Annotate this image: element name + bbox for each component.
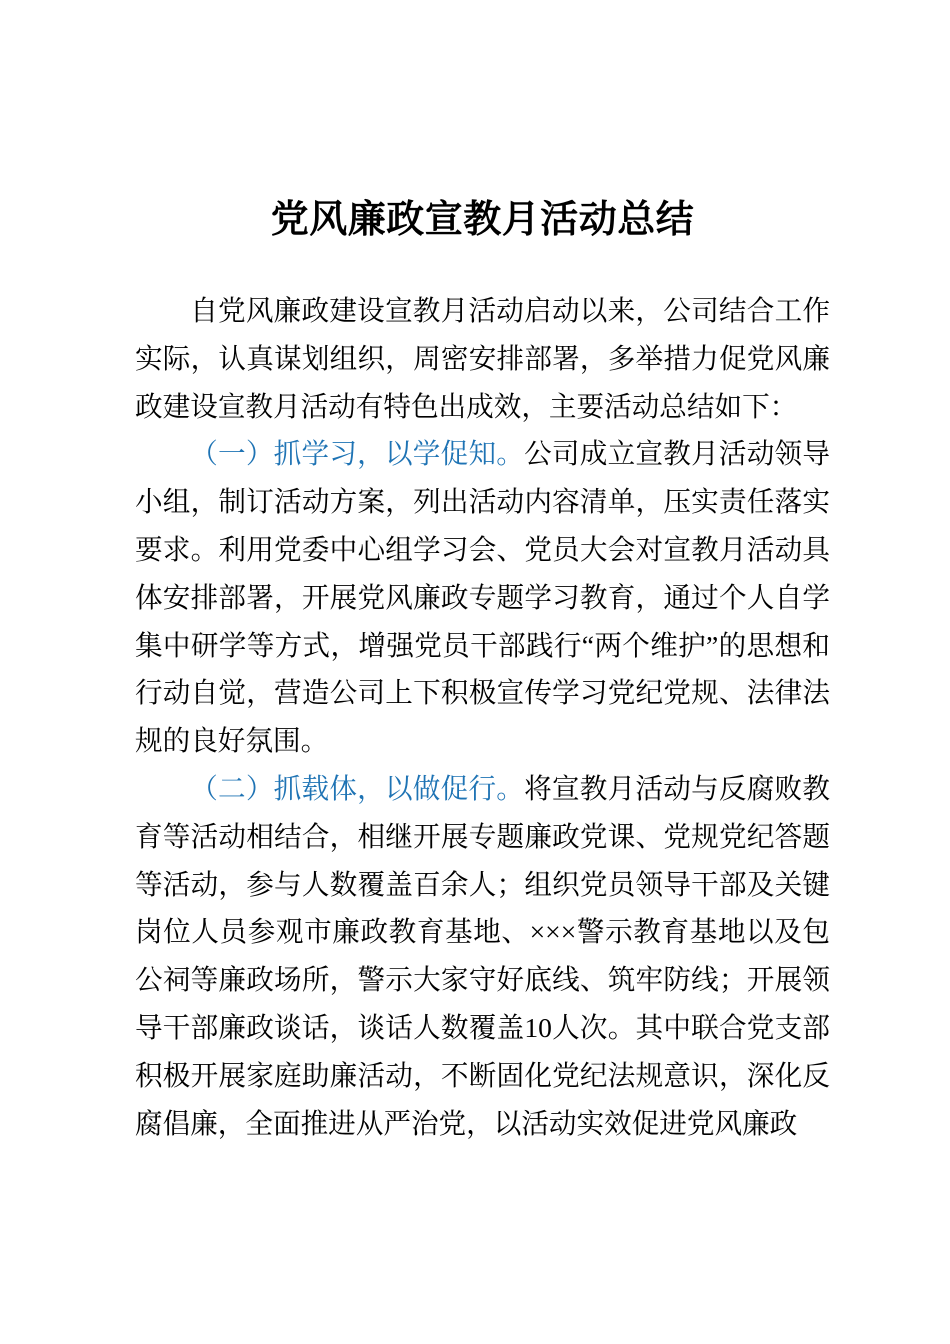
paragraph-intro [135,287,830,430]
paragraph-text: 公司成立宣教月活动领导小组，制订活动方案，列出活动内容清单，压实责任落实要求。利用党委中心组学习会、党员大会对宣教月活动具体安排部署，开展党风廉政专题学习教育，通过个人自学集中研学等方式，增强党员干部践行“两个维护”的思想和行动自觉，营造公司上下积极宣传学习党纪党规、法律法规的良好氛围。 [135,438,830,757]
section-heading-accent: （一）抓学习，以学促知。 [190,438,525,470]
paragraph-text: 将宣教月活动与反腐败教育等活动相结合，相继开展专题廉政党课、党规党纪答题等活动，参与人数覆盖百余人；组织党员领导干部及关键岗位人员参观市廉政教育基地、×××警示教育基地以及包公祠等廉政场所，警示大家守好底线、筑牢防线；开展领导干部廉政谈话，谈话人数覆盖10人次。其中联合党支部积极开展家庭助廉活动，不断固化党纪法规意识，深化反腐倡廉，全面推进从严治党，以活动实效促进党风廉政 [135,772,830,1139]
paragraph-section-1 [135,430,830,765]
paragraph-section-2 [135,765,830,1147]
section-heading-accent: （二）抓载体，以做促行。 [190,772,525,804]
paragraph-text: 自党风廉政建设宣教月活动启动以来，公司结合工作实际，认真谋划组织，周密安排部署，多举措力促党风廉政建设宣教月活动有特色出成效，主要活动总结如下： [135,295,830,422]
document-title: 党风廉政宣教月活动总结 [270,199,695,241]
document-body [135,287,830,1147]
